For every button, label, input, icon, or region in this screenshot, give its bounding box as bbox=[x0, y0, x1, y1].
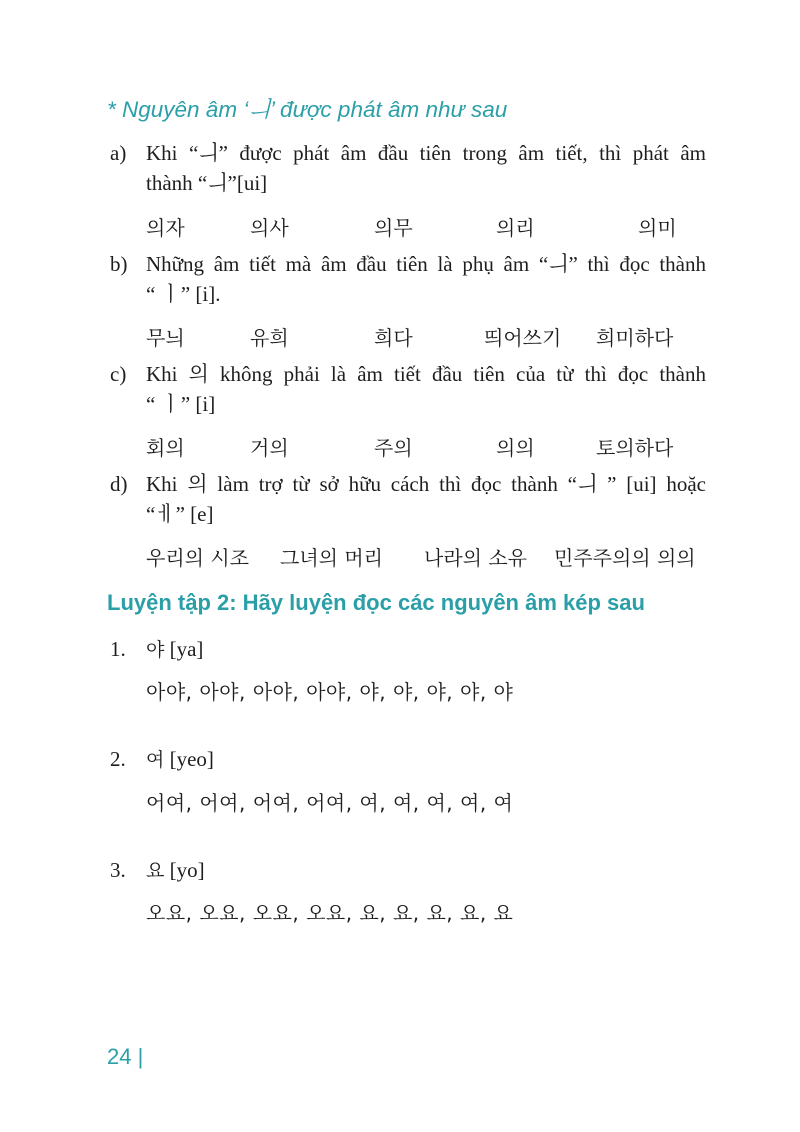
item-b-line-2: “ ㅣ” [i]. bbox=[146, 282, 221, 306]
exercise-practice-2: 어여, 어여, 어여, 어여, 여, 여, 여, 여, 여 bbox=[146, 791, 514, 815]
phrase: 그녀의 머리 bbox=[280, 546, 383, 570]
exercise-letter: 여 bbox=[146, 749, 165, 771]
item-c-line-1: Khi 의 không phải là âm tiết đầu tiên của từ thì đọc thành bbox=[146, 362, 706, 386]
exercise-practice-3: 오요, 오요, 오요, 오요, 요, 요, 요, 요, 요 bbox=[146, 901, 514, 925]
word: 띄어쓰기 bbox=[484, 326, 562, 350]
item-marker-a: a) bbox=[110, 141, 127, 165]
exercise-letter: 요 bbox=[146, 860, 165, 882]
item-marker-c: c) bbox=[110, 362, 127, 386]
exercise-number: 1. bbox=[110, 637, 126, 661]
item-d-line-2: “ㅔ” [e] bbox=[146, 502, 214, 526]
item-a-line-1: Khi “ㅢ” được phát âm đầu tiên trong âm tiết, thì phát âm bbox=[146, 141, 706, 165]
word: 무늬 bbox=[146, 326, 185, 350]
word: 주의 bbox=[374, 436, 413, 460]
word-row-b bbox=[146, 322, 706, 356]
exercise-roman: [yo] bbox=[169, 858, 205, 882]
word-row-a bbox=[146, 212, 706, 246]
word: 거의 bbox=[250, 436, 289, 460]
exercise-letter: 야 bbox=[146, 639, 165, 661]
item-marker-b: b) bbox=[110, 252, 128, 276]
word-row-d bbox=[146, 542, 706, 576]
item-text-b bbox=[146, 249, 706, 309]
word: 희미하다 bbox=[596, 326, 674, 350]
word: 의미 bbox=[638, 216, 677, 240]
word: 의의 bbox=[496, 436, 535, 460]
exercise-number: 3. bbox=[110, 858, 126, 882]
phrase: 나라의 소유 bbox=[424, 546, 527, 570]
word: 토의하다 bbox=[596, 436, 674, 460]
item-c-line-2: “ ㅣ” [i] bbox=[146, 392, 216, 416]
section-heading: Luyện tập 2: Hãy luyện đọc các nguyên âm kép sau bbox=[107, 590, 645, 615]
phrase: 민주주의의 의의 bbox=[554, 546, 696, 570]
item-a-line-2: thành “ㅢ”[ui] bbox=[146, 171, 268, 195]
word-row-c bbox=[146, 432, 706, 466]
word: 회의 bbox=[146, 436, 185, 460]
item-b-line-1: Những âm tiết mà âm đầu tiên là phụ âm “ㅢ” thì đọc thành bbox=[146, 252, 706, 276]
item-d-line-1: Khi 의 làm trợ từ sở hữu cách thì đọc thành “ㅢ ” [ui] hoặc bbox=[146, 472, 706, 496]
exercise-number: 2. bbox=[110, 747, 126, 771]
word: 의사 bbox=[250, 216, 289, 240]
item-text-c bbox=[146, 359, 706, 419]
word: 의자 bbox=[146, 216, 185, 240]
word: 의무 bbox=[374, 216, 413, 240]
exercise-roman: [ya] bbox=[169, 637, 204, 661]
word: 의리 bbox=[496, 216, 535, 240]
word: 유희 bbox=[250, 326, 289, 350]
exercise-title-2 bbox=[110, 744, 214, 775]
exercise-practice-1: 아야, 아야, 아야, 아야, 야, 야, 야, 야, 야 bbox=[146, 680, 514, 704]
note-title: * Nguyên âm ‘ㅢ’ được phát âm như sau bbox=[107, 97, 508, 122]
word: 희다 bbox=[374, 326, 413, 350]
phrase: 우리의 시조 bbox=[146, 546, 249, 570]
item-text-a bbox=[146, 138, 706, 198]
exercise-title-3 bbox=[110, 855, 205, 886]
item-marker-d: d) bbox=[110, 472, 128, 496]
exercise-title-1 bbox=[110, 634, 203, 665]
page-number: 24 | bbox=[107, 1044, 144, 1069]
item-text-d bbox=[146, 469, 706, 529]
exercise-roman: [yeo] bbox=[169, 747, 214, 771]
